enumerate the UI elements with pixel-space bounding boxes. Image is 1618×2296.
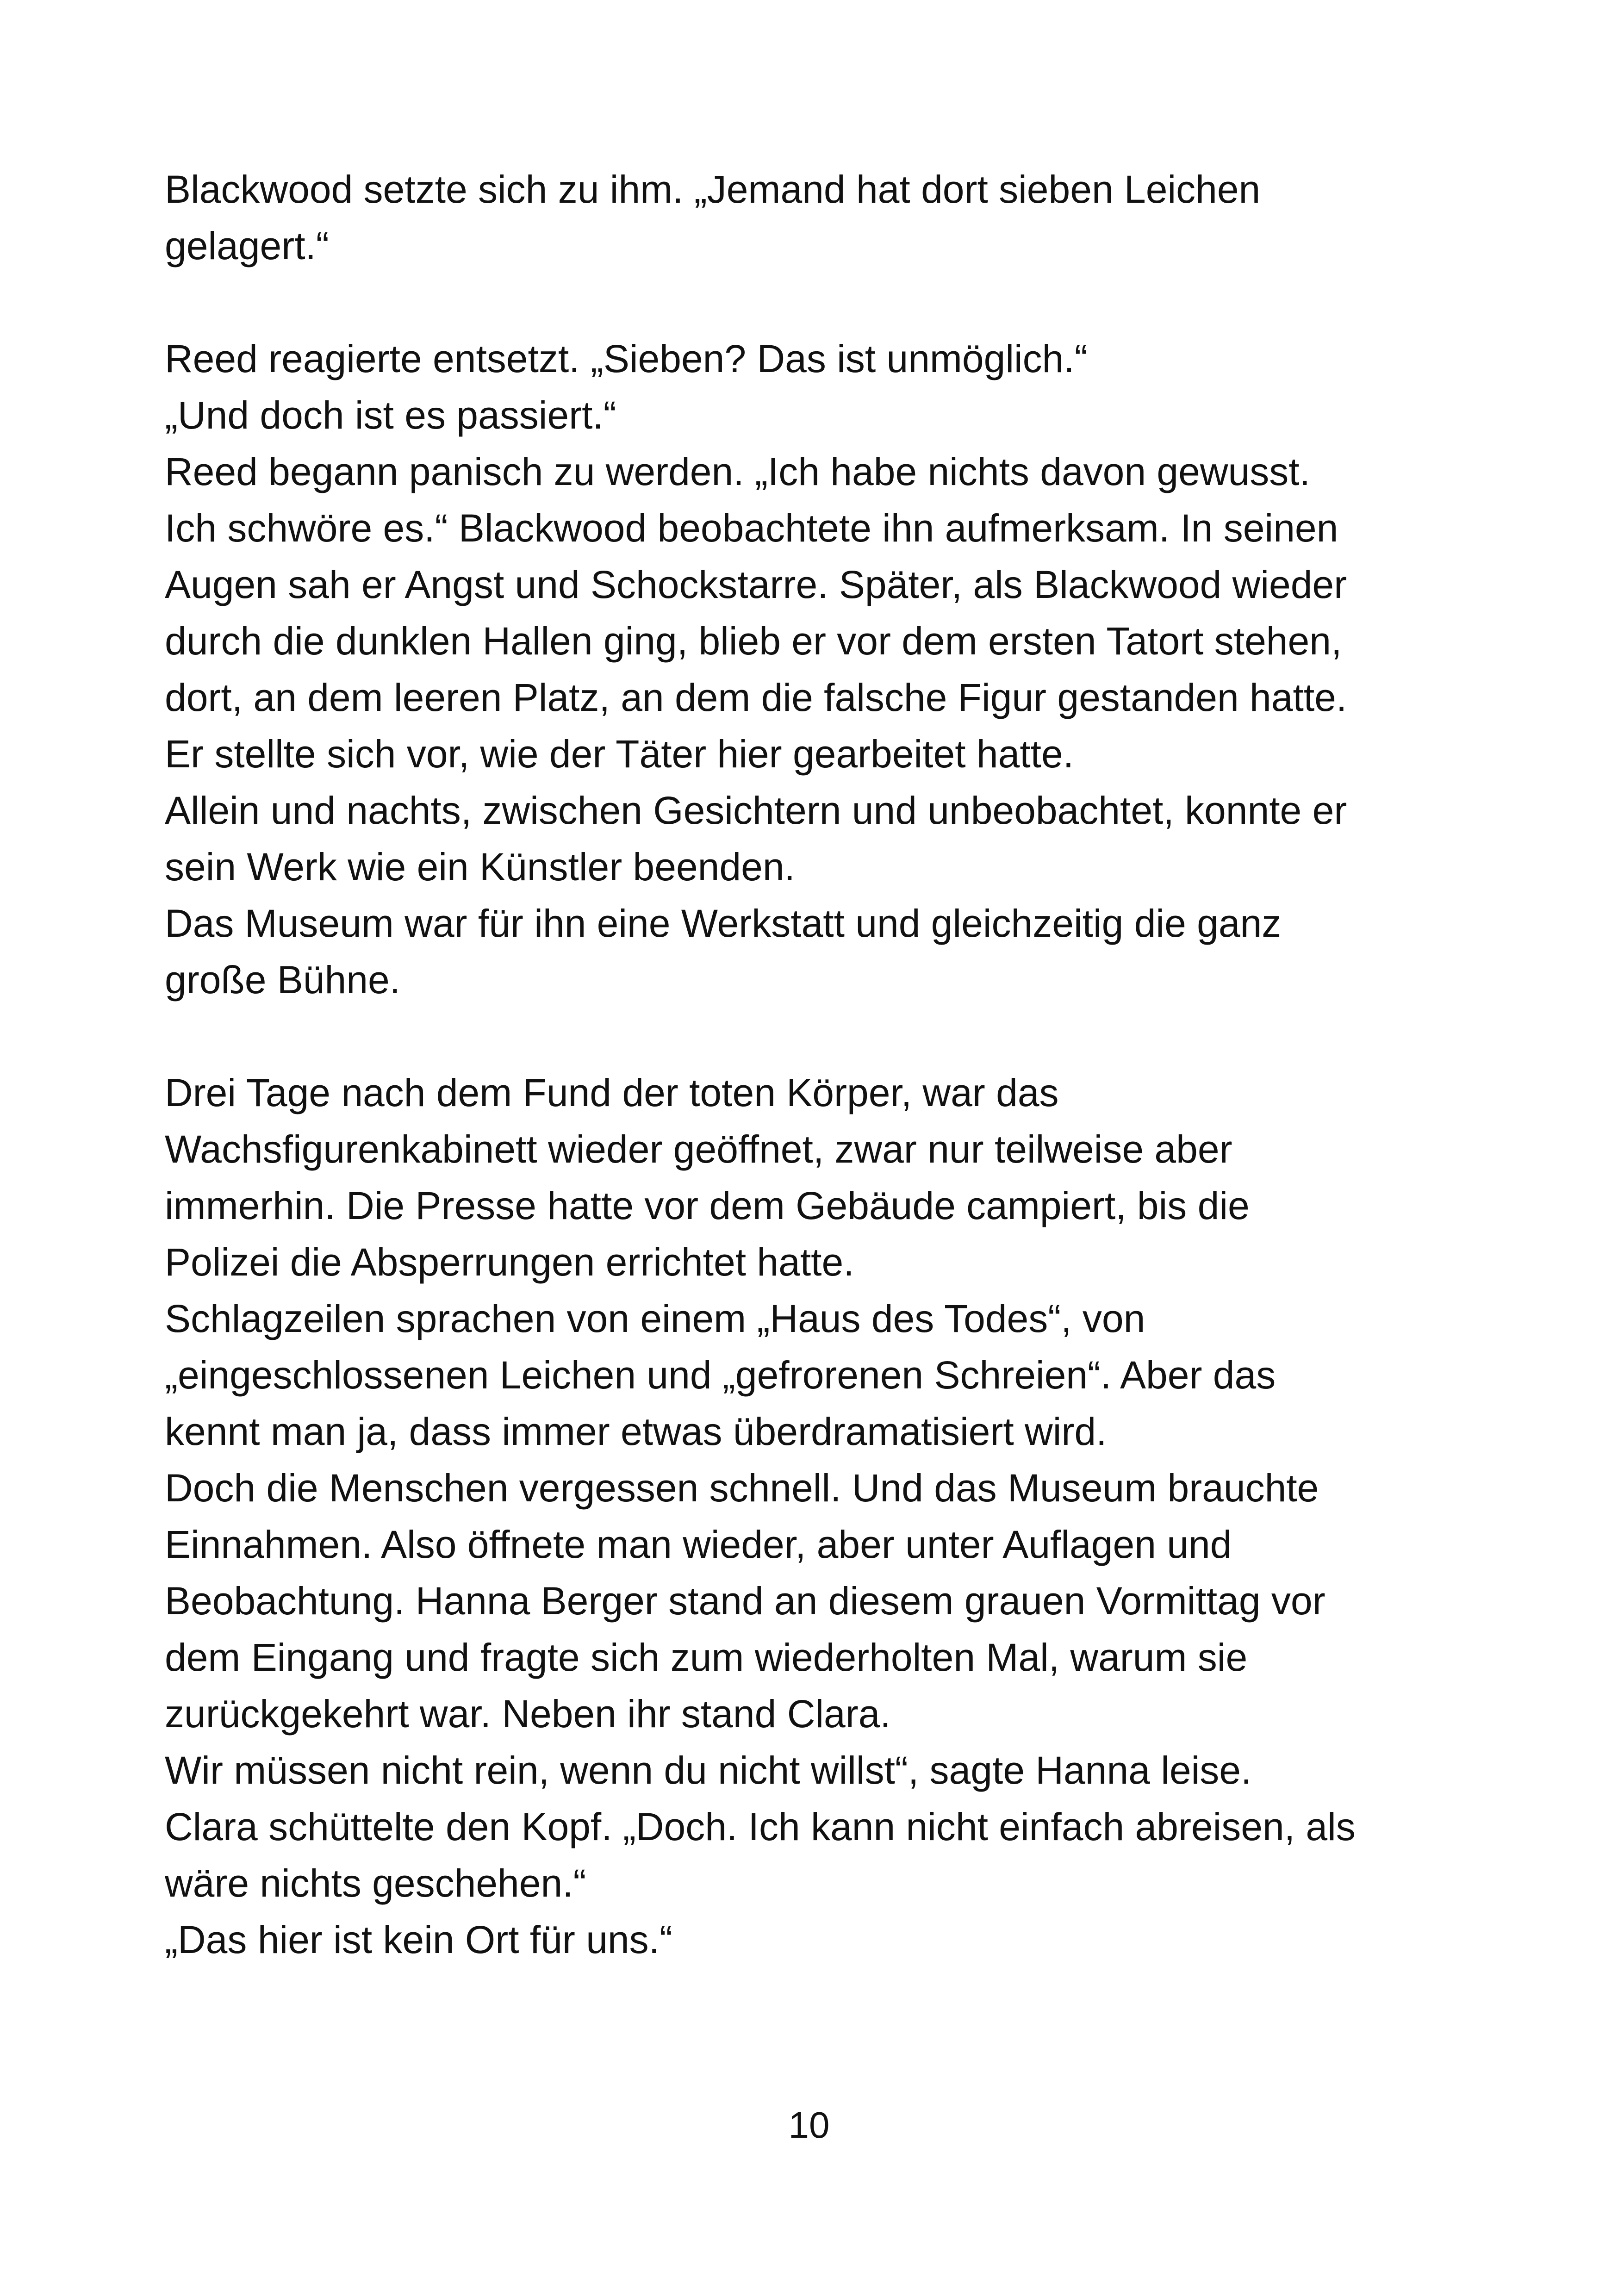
body-text <box>165 161 1488 1968</box>
text-line: Allein und nachts, zwischen Gesichtern und unbeobachtet, konnte er <box>165 789 1347 832</box>
text-line: Schlagzeilen sprachen von einem „Haus des Todes“, von <box>165 1297 1145 1340</box>
text-line: dem Eingang und fragte sich zum wiederholten Mal, warum sie <box>165 1636 1248 1679</box>
text-line: große Bühne. <box>165 958 401 1002</box>
text-line: „Das hier ist kein Ort für uns.“ <box>165 1918 672 1961</box>
text-line: Clara schüttelte den Kopf. „Doch. Ich kann nicht einfach abreisen, als <box>165 1805 1356 1848</box>
text-line: „eingeschlossenen Leichen und „gefrorenen Schreien“. Aber das <box>165 1353 1276 1397</box>
text-line: zurückgekehrt war. Neben ihr stand Clara. <box>165 1692 891 1736</box>
text-line: Drei Tage nach dem Fund der toten Körper, war das <box>165 1071 1059 1114</box>
text-line: durch die dunklen Hallen ging, blieb er vor dem ersten Tatort stehen, <box>165 619 1342 663</box>
text-line: Wachsfigurenkabinett wieder geöffnet, zwar nur teilweise aber <box>165 1127 1232 1171</box>
paragraph-spacer <box>165 1008 1488 1064</box>
text-line: Ich schwöre es.“ Blackwood beobachtete ihn aufmerksam. In seinen <box>165 506 1338 550</box>
text-line: Augen sah er Angst und Schockstarre. Später, als Blackwood wieder <box>165 563 1347 606</box>
text-line: Doch die Menschen vergessen schnell. Und das Museum brauchte <box>165 1466 1319 1510</box>
text-line: Wir müssen nicht rein, wenn du nicht willst“, sagte Hanna leise. <box>165 1748 1252 1792</box>
text-line: immerhin. Die Presse hatte vor dem Gebäude campiert, bis die <box>165 1184 1250 1227</box>
text-line: Er stellte sich vor, wie der Täter hier gearbeitet hatte. <box>165 732 1074 776</box>
text-line: dort, an dem leeren Platz, an dem die falsche Figur gestanden hatte. <box>165 676 1347 719</box>
text-line: Einnahmen. Also öffnete man wieder, aber unter Auflagen und <box>165 1523 1232 1566</box>
text-line: Beobachtung. Hanna Berger stand an diesem grauen Vormittag vor <box>165 1579 1326 1623</box>
text-line: Blackwood setzte sich zu ihm. „Jemand hat dort sieben Leichen <box>165 168 1261 211</box>
text-line: Reed begann panisch zu werden. „Ich habe nichts davon gewusst. <box>165 450 1310 493</box>
text-line: kennt man ja, dass immer etwas überdramatisiert wird. <box>165 1410 1107 1453</box>
text-line: sein Werk wie ein Künstler beenden. <box>165 845 795 889</box>
page-number: 10 <box>788 2104 830 2146</box>
paragraph-spacer <box>165 274 1488 330</box>
text-line: Das Museum war für ihn eine Werkstatt und gleichzeitig die ganz <box>165 902 1282 945</box>
text-line: Polizei die Absperrungen errichtet hatte. <box>165 1240 854 1284</box>
text-line: „Und doch ist es passiert.“ <box>165 393 616 437</box>
text-line: wäre nichts geschehen.“ <box>165 1861 586 1905</box>
text-line: Reed reagierte entsetzt. „Sieben? Das ist unmöglich.“ <box>165 337 1088 380</box>
text-line: gelagert.“ <box>165 224 329 268</box>
